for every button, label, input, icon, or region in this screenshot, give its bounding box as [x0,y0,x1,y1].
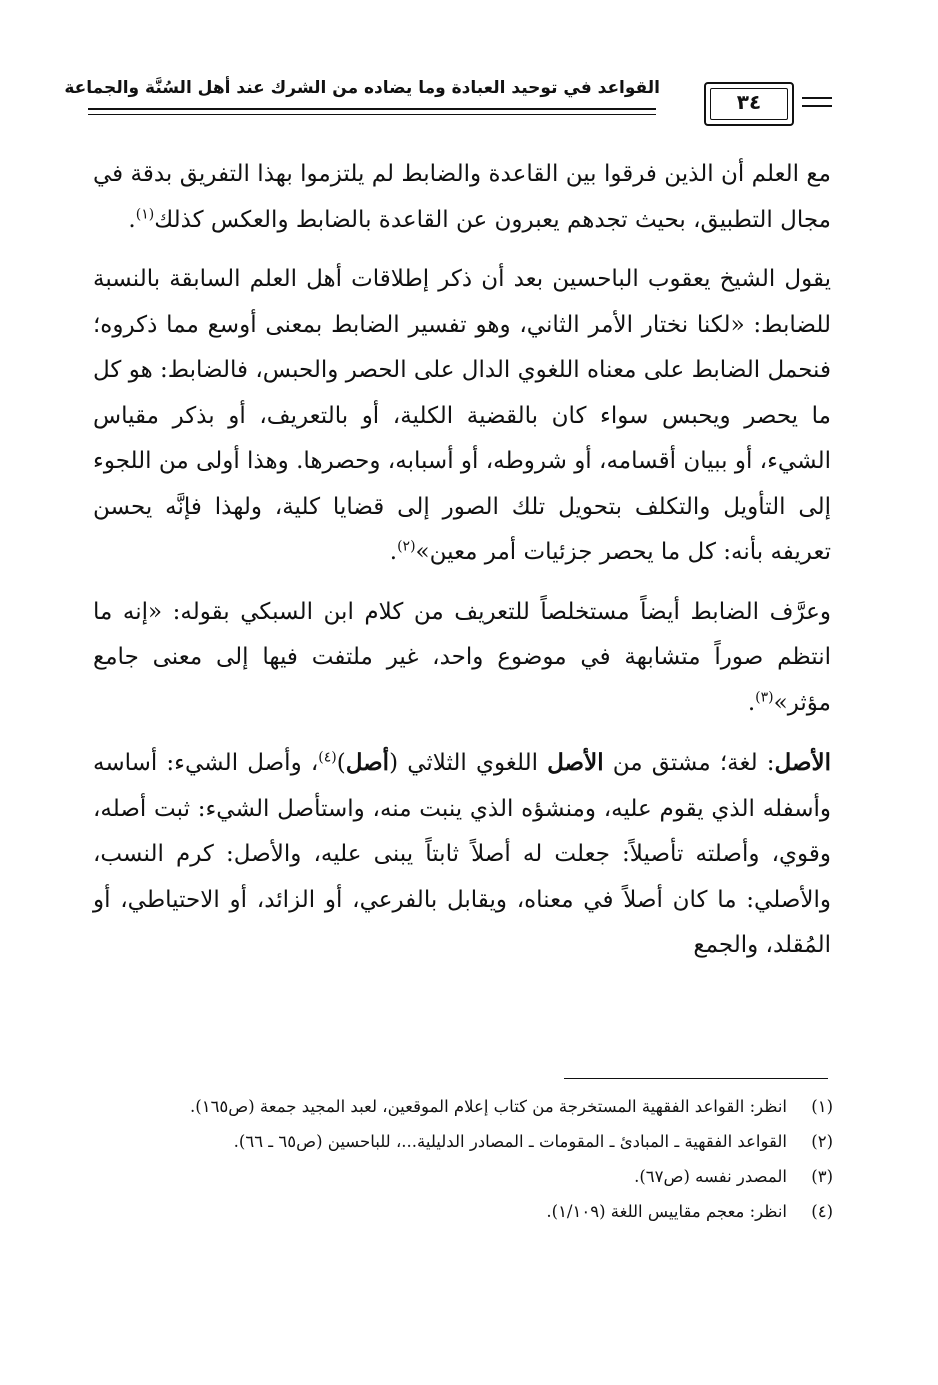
paragraph-1 [93,152,831,243]
footnote-number: (١) [811,1097,833,1116]
paragraph-3-text: وعرَّف الضابط أيضاً مستخلصاً للتعريف من كلام ابن السبكي بقوله: «إنه ما انتظم صوراً متشابهة في موضوع واحد، غير ملتفت فيها إلى معنى جامع مؤثر» [93,598,831,716]
footnote-text: انظر: معجم مقاييس اللغة (١/١٠٩). [546,1202,787,1221]
footnotes [93,1092,833,1232]
footnote-text: المصدر نفسه (ص٦٧). [634,1167,787,1186]
paragraph-4-part-a: : لغة؛ مشتق من [603,750,775,776]
header-rule-thin [88,114,656,115]
paragraph-1-text: مع العلم أن الذين فرقوا بين القاعدة والضابط لم يلتزموا بهذا التفريق بدقة في مجال التطبيق، بحيث تجدهم يعبرون عن القاعدة بالضابط والعكس كذلك [93,161,831,233]
footnote-ref-2: (٢) [397,538,416,555]
paragraph-1-end: . [128,206,136,233]
paragraph-2-end: . [389,539,398,565]
footnote-text: القواعد الفقهية ـ المبادئ ـ المقومات ـ المصادر الدليلية...، للباحسين (ص٦٥ ـ ٦٦). [233,1132,787,1151]
header-ornament-line [802,105,832,107]
term-asl-2: الأصل [547,749,604,776]
page-number-frame [704,82,794,126]
header-ornament-line [802,97,832,99]
paragraph-3 [93,590,831,727]
page-number: ٣٤ [736,90,762,114]
running-title: القواعد في توحيد العبادة وما يضاده من الشرك عند أهل السُنَّة والجماعة [64,78,660,98]
footnote-number: (٣) [811,1167,833,1186]
paragraph-4 [93,740,831,969]
header-rule [88,108,656,110]
footnote [93,1092,833,1121]
footnote [93,1127,833,1156]
paragraph-4-part-d: ، وأصل الشيء: أساسه وأسفله الذي يقوم عليه، ومنشؤه الذي ينبت منه، واستأصل الشيء: ثبت أصله، وقوي، وأصلته تأصيلاً: جعلت له أصلاً ثابتاً يبنى عليه، والأصل: كرم النسب، والأصلي: ما كان أصلاً في معناه، ويقابل بالفرعي، أو الزائد، أو الاحتياطي، أو المُقلد، والجمع [93,750,831,958]
paragraph-4-part-b: اللغوي الثلاثي ( [389,750,548,776]
footnote-ref-1: (١) [135,205,155,222]
term-asl-root: أصل [345,749,390,776]
term-asl: الأصل [774,749,831,776]
footnote-number: (٢) [811,1132,833,1151]
paragraph-2 [93,257,831,576]
footnote-text: انظر: القواعد الفقهية المستخرجة من كتاب إعلام الموقعين، لعبد المجيد جمعة (ص١٦٥). [190,1097,787,1116]
main-text [93,152,831,969]
footnote-ref-3: (٣) [755,688,774,705]
footnote [93,1197,833,1226]
footnote-separator [564,1078,828,1079]
footnote-ref-4: (٤) [318,749,337,766]
paragraph-3-end: . [747,689,756,716]
footnote-number: (٤) [811,1202,833,1221]
paragraph-2-text: يقول الشيخ يعقوب الباحسين بعد أن ذكر إطلاقات أهل العلم السابقة بالنسبة للضابط: «لكنا نختار الأمر الثاني، وهو تفسير الضابط بمعنى أوسع مما ذكروه؛ فنحمل الضابط على معناه اللغوي الدال على الحصر والحبس، فالضابط: هو كل ما يحصر ويحبس سواء كان بالقضية الكلية، أو بالتعريف، أو بذكر مقياس الشيء، أو ببيان أقسامه، أو شروطه، أو أسبابه، وحصرها. وهذا أولى من اللجوء إلى التأويل والتكلف بتحويل تلك الصور إلى قضايا كلية، ولهذا فإنَّه يحسن تعريفه بأنه: كل ما يحصر جزئيات أمر معين» [93,266,831,565]
footnote [93,1162,833,1191]
running-header [64,74,832,134]
paragraph-4-part-c: ) [336,750,346,776]
